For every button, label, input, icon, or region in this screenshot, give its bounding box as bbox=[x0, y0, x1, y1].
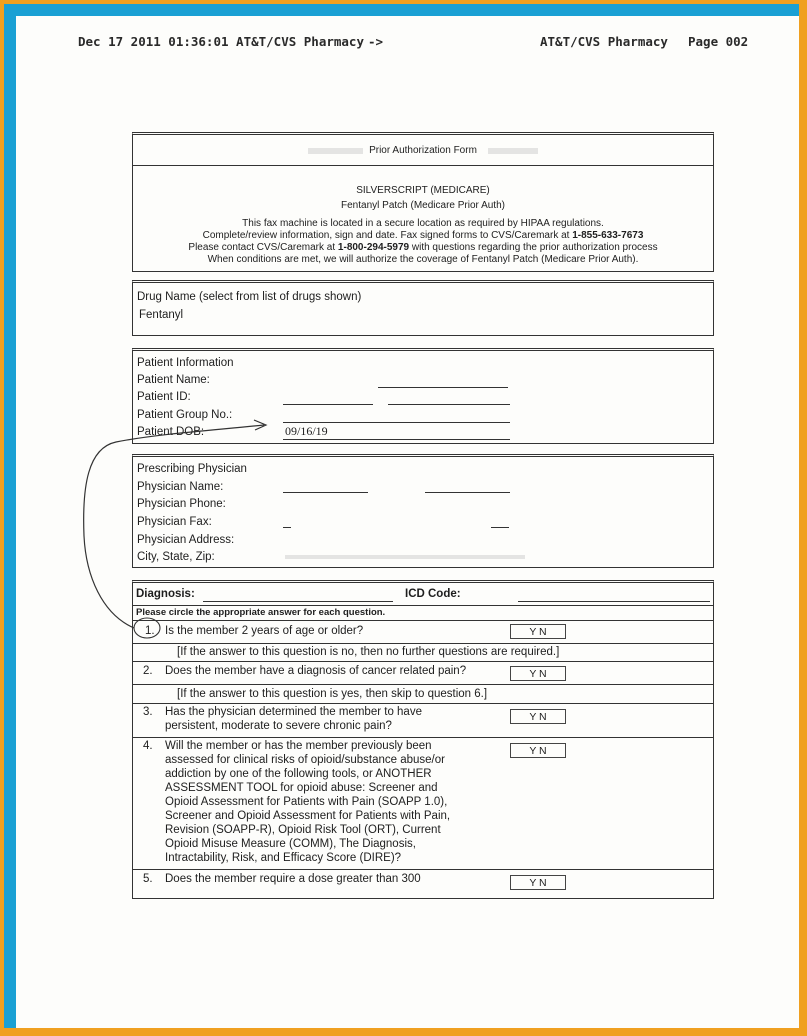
q2-note: [If the answer to this question is yes, then skip to question 6.] bbox=[177, 688, 488, 700]
annotation-arrow-line bbox=[84, 425, 264, 628]
q4-text-line-7: Revision (SOAPP-R), Opioid Risk Tool (ORT), Current bbox=[165, 824, 441, 836]
q2-yes-no[interactable]: Y N bbox=[510, 666, 566, 681]
intro-line-3: Please contact CVS/Caremark at 1-800-294-5979 with questions regarding the prior authorization process bbox=[188, 242, 658, 253]
patient-dob-label: Patient DOB: bbox=[137, 426, 205, 438]
annotation-circle bbox=[134, 618, 160, 638]
q4-text-line-2: assessed for clinical risks of opioid/substance abuse/or bbox=[165, 754, 445, 766]
fax-sender: AT&T/CVS Pharmacy bbox=[540, 34, 668, 49]
q4-text-line-6: Screener and Opioid Assessment for Patients with Pain, bbox=[165, 810, 451, 822]
q4-text-line-1: Will the member or has the member previously been bbox=[165, 740, 432, 752]
fax-page bbox=[16, 16, 799, 1028]
q4-text-line-3: addiction by one of the following tools, or ANOTHER bbox=[165, 768, 432, 780]
patient-name-label: Patient Name: bbox=[137, 374, 210, 386]
patient-dob-value[interactable]: 09/16/19 bbox=[285, 424, 328, 438]
physician-city-label: City, State, Zip: bbox=[137, 551, 215, 563]
drug-name-value[interactable]: Fentanyl bbox=[139, 309, 184, 321]
q3-text-line-1: Has the physician determined the member to have bbox=[165, 706, 422, 718]
q4-yes-no[interactable]: Y N bbox=[510, 743, 566, 758]
q5-number: 5. bbox=[143, 873, 153, 885]
q4-text-line-8: Opioid Misuse Measure (COMM), The Diagnosis, bbox=[165, 838, 416, 850]
physician-fax-label: Physician Fax: bbox=[137, 516, 212, 528]
intro-line-2: Complete/review information, sign and date. Fax signed forms to CVS/Caremark at 1-855-633-7673 bbox=[202, 230, 644, 241]
document-frame bbox=[4, 4, 799, 1028]
handwritten-annotation bbox=[16, 16, 799, 1028]
fax-page-number: Page 002 bbox=[688, 34, 749, 49]
patient-group-label: Patient Group No.: bbox=[137, 409, 233, 421]
patient-id-label: Patient ID: bbox=[137, 391, 191, 403]
physician-heading: Prescribing Physician bbox=[137, 463, 247, 475]
q5-text: Does the member require a dose greater than 300 bbox=[165, 873, 421, 885]
q4-text-line-5: Opioid Assessment for Patients with Pain (SOAPP 1.0), bbox=[165, 796, 448, 808]
instruction-text: Please circle the appropriate answer for each question. bbox=[136, 607, 386, 618]
q2-number: 2. bbox=[143, 665, 153, 677]
icd-code-label: ICD Code: bbox=[405, 588, 461, 600]
diagnosis-label: Diagnosis: bbox=[136, 588, 195, 600]
q2-text: Does the member have a diagnosis of cancer related pain? bbox=[165, 665, 467, 677]
fax-arrow: -> bbox=[368, 34, 384, 49]
plan-name: SILVERSCRIPT (MEDICARE) bbox=[356, 185, 490, 196]
q4-text-line-4: ASSESSMENT TOOL for opioid abuse: Screener and bbox=[165, 782, 438, 794]
q3-text-line-2: persistent, moderate to severe chronic pain? bbox=[165, 720, 392, 732]
form-title: Prior Authorization Form bbox=[369, 145, 477, 156]
q3-number: 3. bbox=[143, 706, 153, 718]
patient-heading: Patient Information bbox=[137, 357, 234, 369]
q5-yes-no[interactable]: Y N bbox=[510, 875, 566, 890]
q4-text-line-9: Intractability, Risk, and Efficacy Score (DIRE)? bbox=[165, 852, 402, 864]
q3-yes-no[interactable]: Y N bbox=[510, 709, 566, 724]
intro-line-4: When conditions are met, we will authorize the coverage of Fentanyl Patch (Medicare Prior Auth). bbox=[207, 254, 639, 265]
q4-number: 4. bbox=[143, 740, 153, 752]
physician-address-label: Physician Address: bbox=[137, 534, 235, 546]
fax-timestamp: Dec 17 2011 01:36:01 AT&T/CVS Pharmacy bbox=[78, 34, 364, 49]
q1-yes-no[interactable]: Y N bbox=[510, 624, 566, 639]
intro-line-1: This fax machine is located in a secure location as required by HIPAA regulations. bbox=[242, 218, 604, 229]
drug-name-label: Drug Name (select from list of drugs shown) bbox=[137, 291, 362, 303]
q1-number: 1. bbox=[145, 625, 155, 637]
physician-phone-label: Physician Phone: bbox=[137, 498, 226, 510]
q1-note: [If the answer to this question is no, then no further questions are required.] bbox=[177, 646, 560, 658]
q1-text: Is the member 2 years of age or older? bbox=[165, 625, 364, 637]
physician-name-label: Physician Name: bbox=[137, 481, 224, 493]
drug-description: Fentanyl Patch (Medicare Prior Auth) bbox=[341, 200, 505, 211]
